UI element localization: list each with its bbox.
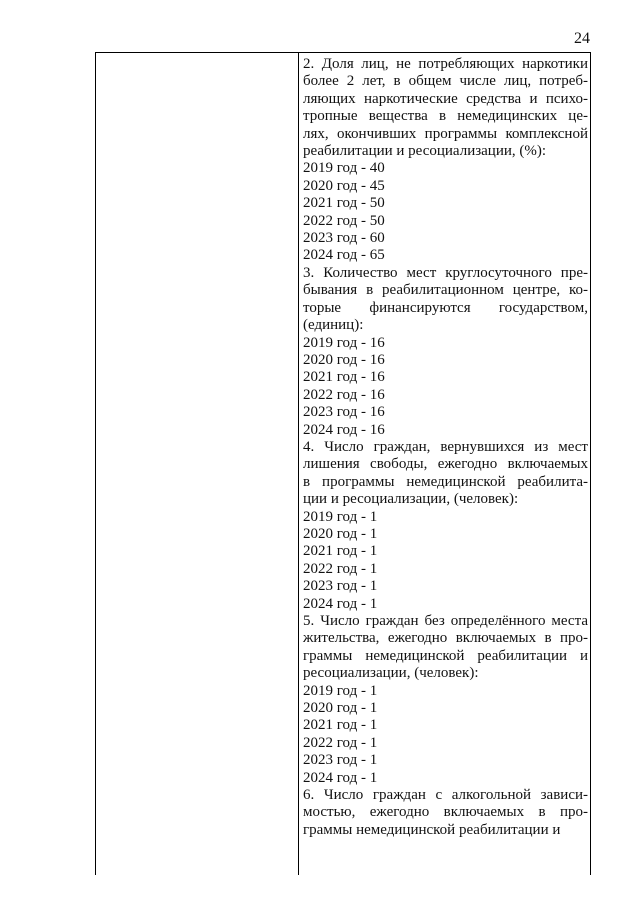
year-value-row: 2021 год - 1: [303, 543, 378, 560]
indicator-text-line: тропные вещества в немедицинских це-: [303, 108, 588, 125]
year-value-row: 2024 год - 1: [303, 769, 378, 786]
year-value-row: 2024 год - 1: [303, 595, 378, 612]
indicator-item: [303, 787, 588, 839]
table-left-column: [96, 53, 299, 875]
year-value-row: 2024 год - 16: [303, 421, 385, 438]
year-value-row: 2019 год - 40: [303, 160, 385, 177]
indicator-text-line: 5. Число граждан без определённого места: [303, 613, 588, 629]
year-value-row: 2023 год - 1: [303, 578, 378, 595]
year-value-row: 2020 год - 1: [303, 700, 378, 717]
year-value-row: 2020 год - 45: [303, 177, 385, 194]
table-right-column: [299, 53, 590, 875]
indicator-text-line: ляющих наркотические средства и психо-: [303, 90, 588, 107]
indicator-item: [303, 56, 588, 265]
year-value-row: 2021 год - 50: [303, 195, 385, 212]
year-value-row: 2023 год - 1: [303, 752, 378, 769]
year-value-row: 2022 год - 16: [303, 386, 385, 403]
indicator-text-line: в программы немедицинской реабилита-: [303, 473, 588, 490]
year-value-row: 2024 год - 65: [303, 247, 385, 264]
year-value-row: 2019 год - 1: [303, 682, 378, 699]
indicator-text-line: реабилитации и ресоциализации, (%):: [303, 143, 547, 160]
indicator-text-line: 4. Число граждан, вернувшихся из мест: [303, 438, 588, 455]
page-number: 24: [574, 30, 590, 47]
year-value-row: 2023 год - 60: [303, 230, 385, 247]
indicator-text-line: лях, окончивших программы комплексной: [303, 125, 588, 142]
indicator-text-line: 2. Доля лиц, не потребляющих наркотики: [303, 56, 588, 72]
indicator-item: [303, 265, 588, 439]
indicator-text-line: мостью, ежегодно включаемых в про-: [303, 804, 588, 821]
indicator-text-line: жительства, ежегодно включаемых в про-: [303, 630, 588, 647]
year-value-row: 2019 год - 16: [303, 334, 385, 351]
year-value-row: 2022 год - 1: [303, 734, 378, 751]
indicator-text-line: бывания в реабилитационном центре, ко-: [303, 282, 588, 299]
year-value-row: 2023 год - 16: [303, 404, 385, 421]
indicator-text-line: ресоциализации, (человек):: [303, 665, 479, 682]
year-value-row: 2022 год - 50: [303, 212, 385, 229]
year-value-row: 2021 год - 16: [303, 369, 385, 386]
indicator-item: [303, 613, 588, 787]
indicator-item: [303, 439, 588, 613]
indicator-text-line: 3. Количество мест круглосуточного пре-: [303, 264, 588, 281]
indicator-text-line: 6. Число граждан с алкогольной зависи-: [303, 787, 588, 804]
year-value-row: 2022 год - 1: [303, 560, 378, 577]
indicator-text-line: (единиц):: [303, 317, 364, 334]
year-value-row: 2020 год - 1: [303, 525, 378, 542]
indicator-text-line: граммы немедицинской реабилитации и: [303, 647, 588, 664]
year-value-row: 2019 год - 1: [303, 508, 378, 525]
year-value-row: 2021 год - 1: [303, 717, 378, 734]
indicator-text-line: более 2 лет, в общем числе лиц, потреб-: [303, 73, 588, 90]
document-table: [95, 52, 591, 875]
year-value-row: 2020 год - 16: [303, 351, 385, 368]
indicator-text-line: лишения свободы, ежегодно включаемых: [303, 456, 588, 473]
indicator-text-line: граммы немедицинской реабилитации и: [303, 821, 561, 838]
indicator-text-line: торые финансируются государством,: [303, 299, 588, 316]
indicator-text-line: ции и ресоциализации, (человек):: [303, 491, 519, 508]
